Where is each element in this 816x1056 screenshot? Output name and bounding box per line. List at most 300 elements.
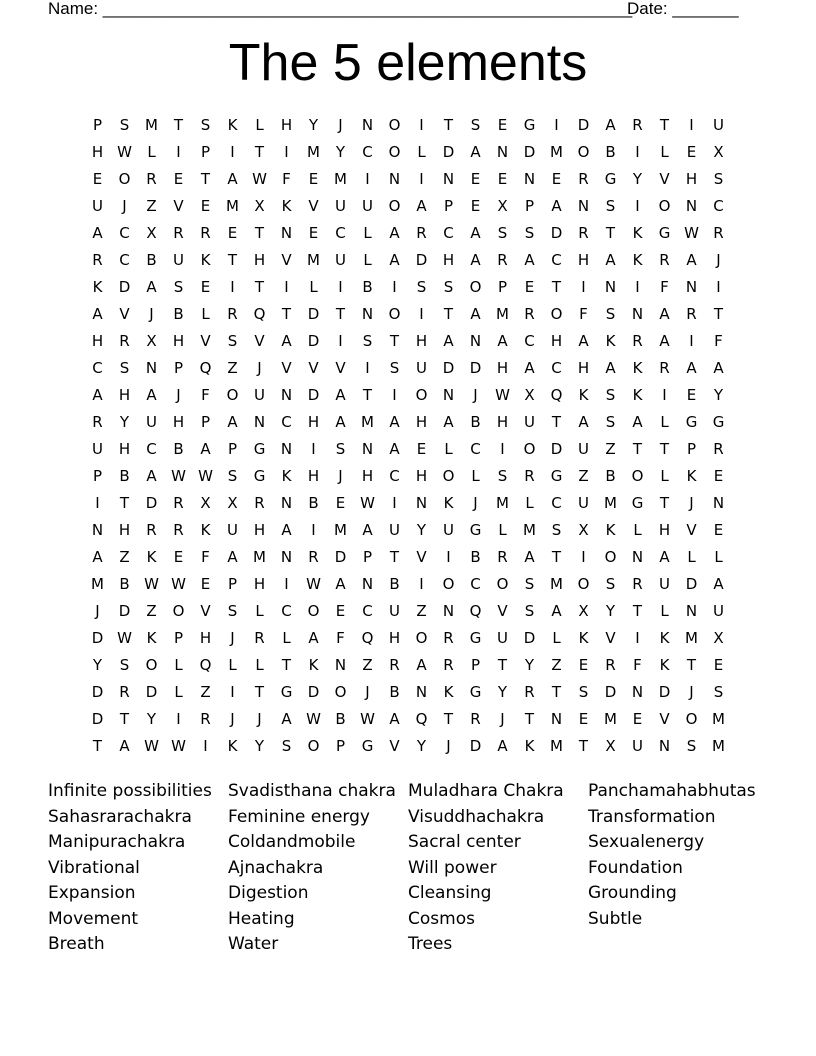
grid-letter[interactable]: Q xyxy=(199,656,212,674)
grid-letter[interactable]: I xyxy=(419,575,424,593)
grid-letter[interactable]: D xyxy=(307,386,320,404)
grid-letter[interactable]: C xyxy=(119,224,130,242)
grid-letter[interactable]: Q xyxy=(550,386,563,404)
grid-letter[interactable]: N xyxy=(280,224,293,242)
grid-letter[interactable]: J xyxy=(257,359,262,377)
grid-letter[interactable]: E xyxy=(308,170,319,188)
grid-letter[interactable]: E xyxy=(200,197,211,215)
grid-letter[interactable]: V xyxy=(281,359,292,377)
grid-letter[interactable]: W xyxy=(171,575,186,593)
grid-letter[interactable]: U xyxy=(92,197,103,215)
grid-letter[interactable]: U xyxy=(92,440,103,458)
grid-letter[interactable]: A xyxy=(146,467,157,485)
grid-letter[interactable]: D xyxy=(307,332,320,350)
grid-letter[interactable]: L xyxy=(660,143,669,161)
grid-letter[interactable]: F xyxy=(282,170,291,188)
grid-letter[interactable]: O xyxy=(388,197,401,215)
grid-letter[interactable]: A xyxy=(92,548,103,566)
grid-letter[interactable]: F xyxy=(714,332,723,350)
grid-letter[interactable]: R xyxy=(146,521,157,539)
grid-letter[interactable]: V xyxy=(335,359,346,377)
grid-letter[interactable]: J xyxy=(716,251,721,269)
grid-letter[interactable]: K xyxy=(92,278,103,296)
grid-letter[interactable]: T xyxy=(173,116,184,134)
grid-letter[interactable]: W xyxy=(198,467,213,485)
grid-letter[interactable]: J xyxy=(257,710,262,728)
grid-letter[interactable]: P xyxy=(227,575,238,593)
grid-letter[interactable]: M xyxy=(604,494,617,512)
grid-letter[interactable]: A xyxy=(659,332,670,350)
grid-letter[interactable]: N xyxy=(631,683,644,701)
grid-letter[interactable]: B xyxy=(146,251,157,269)
grid-letter[interactable]: R xyxy=(146,170,157,188)
grid-letter[interactable]: A xyxy=(686,359,697,377)
grid-letter[interactable]: T xyxy=(92,737,103,755)
grid-letter[interactable]: E xyxy=(470,197,481,215)
grid-letter[interactable]: D xyxy=(145,683,158,701)
grid-letter[interactable]: A xyxy=(524,251,535,269)
grid-letter[interactable]: M xyxy=(91,575,104,593)
grid-letter[interactable]: C xyxy=(146,440,157,458)
grid-letter[interactable]: H xyxy=(496,359,509,377)
grid-letter[interactable]: Y xyxy=(335,143,346,161)
grid-letter[interactable]: I xyxy=(338,278,343,296)
grid-letter[interactable]: N xyxy=(685,278,698,296)
grid-letter[interactable]: K xyxy=(632,386,643,404)
grid-letter[interactable]: L xyxy=(660,467,669,485)
grid-letter[interactable]: C xyxy=(551,251,562,269)
grid-letter[interactable]: S xyxy=(713,170,724,188)
grid-letter[interactable]: I xyxy=(419,170,424,188)
grid-letter[interactable]: S xyxy=(200,116,211,134)
grid-letter[interactable]: W xyxy=(144,575,159,593)
grid-letter[interactable]: H xyxy=(658,521,671,539)
grid-letter[interactable]: G xyxy=(658,224,671,242)
grid-letter[interactable]: T xyxy=(551,683,562,701)
grid-letter[interactable]: H xyxy=(577,359,590,377)
grid-letter[interactable]: Y xyxy=(416,521,427,539)
grid-letter[interactable]: K xyxy=(308,656,319,674)
grid-letter[interactable]: T xyxy=(389,332,400,350)
grid-letter[interactable]: L xyxy=(471,467,480,485)
grid-letter[interactable]: B xyxy=(119,575,130,593)
grid-letter[interactable]: K xyxy=(227,737,238,755)
grid-letter[interactable]: H xyxy=(685,170,698,188)
grid-letter[interactable]: J xyxy=(500,710,505,728)
grid-letter[interactable]: G xyxy=(361,737,374,755)
grid-letter[interactable]: M xyxy=(334,170,347,188)
grid-letter[interactable]: R xyxy=(416,224,427,242)
grid-letter[interactable]: Y xyxy=(605,602,616,620)
grid-letter[interactable]: A xyxy=(497,737,508,755)
grid-letter[interactable]: O xyxy=(550,305,563,323)
grid-letter[interactable]: B xyxy=(470,413,481,431)
grid-letter[interactable]: N xyxy=(334,656,347,674)
grid-letter[interactable]: S xyxy=(227,602,238,620)
grid-letter[interactable]: A xyxy=(92,305,103,323)
grid-letter[interactable]: I xyxy=(635,629,640,647)
grid-letter[interactable]: V xyxy=(200,602,211,620)
grid-letter[interactable]: G xyxy=(631,494,644,512)
grid-letter[interactable]: O xyxy=(442,575,455,593)
grid-letter[interactable]: O xyxy=(226,386,239,404)
grid-letter[interactable]: I xyxy=(230,278,235,296)
grid-letter[interactable]: C xyxy=(713,197,724,215)
grid-letter[interactable]: T xyxy=(443,116,454,134)
grid-letter[interactable]: Q xyxy=(361,629,374,647)
grid-letter[interactable]: N xyxy=(145,359,158,377)
grid-letter[interactable]: T xyxy=(497,656,508,674)
grid-letter[interactable]: O xyxy=(388,143,401,161)
grid-letter[interactable]: T xyxy=(551,413,562,431)
grid-letter[interactable]: N xyxy=(280,548,293,566)
grid-letter[interactable]: N xyxy=(442,170,455,188)
grid-letter[interactable]: F xyxy=(660,278,669,296)
grid-letter[interactable]: D xyxy=(442,359,455,377)
grid-letter[interactable]: A xyxy=(551,197,562,215)
grid-letter[interactable]: N xyxy=(253,413,266,431)
grid-letter[interactable]: R xyxy=(173,494,184,512)
grid-letter[interactable]: R xyxy=(659,251,670,269)
grid-letter[interactable]: U xyxy=(389,602,400,620)
grid-letter[interactable]: P xyxy=(173,629,184,647)
grid-letter[interactable]: A xyxy=(713,359,724,377)
grid-letter[interactable]: C xyxy=(524,332,535,350)
grid-letter[interactable]: U xyxy=(524,413,535,431)
grid-letter[interactable]: W xyxy=(360,494,375,512)
grid-letter[interactable]: I xyxy=(338,332,343,350)
grid-letter[interactable]: N xyxy=(658,737,671,755)
grid-letter[interactable]: J xyxy=(473,494,478,512)
grid-letter[interactable]: T xyxy=(254,683,265,701)
grid-letter[interactable]: I xyxy=(500,440,505,458)
grid-letter[interactable]: N xyxy=(361,305,374,323)
grid-letter[interactable]: H xyxy=(253,251,266,269)
grid-letter[interactable]: M xyxy=(712,737,725,755)
grid-letter[interactable]: D xyxy=(685,575,698,593)
grid-letter[interactable]: R xyxy=(443,629,454,647)
grid-letter[interactable]: Y xyxy=(308,116,319,134)
grid-letter[interactable]: H xyxy=(172,413,185,431)
grid-letter[interactable]: I xyxy=(203,737,208,755)
grid-letter[interactable]: N xyxy=(280,440,293,458)
grid-letter[interactable]: G xyxy=(685,413,698,431)
grid-letter[interactable]: R xyxy=(632,332,643,350)
grid-letter[interactable]: T xyxy=(524,710,535,728)
grid-letter[interactable]: I xyxy=(284,575,289,593)
grid-letter[interactable]: L xyxy=(633,521,642,539)
grid-letter[interactable]: W xyxy=(117,629,132,647)
grid-letter[interactable]: T xyxy=(443,305,454,323)
grid-letter[interactable]: L xyxy=(309,278,318,296)
grid-letter[interactable]: F xyxy=(579,305,588,323)
grid-letter[interactable]: V xyxy=(686,521,697,539)
grid-letter[interactable]: R xyxy=(200,224,211,242)
grid-letter[interactable]: A xyxy=(281,521,292,539)
grid-letter[interactable]: A xyxy=(416,197,427,215)
grid-letter[interactable]: L xyxy=(174,683,183,701)
grid-letter[interactable]: E xyxy=(416,440,427,458)
grid-letter[interactable]: S xyxy=(362,332,373,350)
grid-letter[interactable]: K xyxy=(227,116,238,134)
grid-letter[interactable]: T xyxy=(389,548,400,566)
grid-letter[interactable]: H xyxy=(118,521,131,539)
grid-letter[interactable]: N xyxy=(361,116,374,134)
grid-letter[interactable]: R xyxy=(524,683,535,701)
grid-letter[interactable]: L xyxy=(201,305,210,323)
grid-letter[interactable]: Z xyxy=(416,602,427,620)
grid-letter[interactable]: A xyxy=(713,575,724,593)
grid-letter[interactable]: I xyxy=(365,359,370,377)
grid-letter[interactable]: K xyxy=(200,521,211,539)
grid-letter[interactable]: U xyxy=(146,413,157,431)
grid-letter[interactable]: S xyxy=(227,467,238,485)
grid-letter[interactable]: I xyxy=(554,116,559,134)
grid-letter[interactable]: S xyxy=(686,737,697,755)
grid-letter[interactable]: U xyxy=(362,197,373,215)
grid-letter[interactable]: A xyxy=(389,251,400,269)
grid-letter[interactable]: L xyxy=(660,602,669,620)
grid-letter[interactable]: A xyxy=(686,251,697,269)
grid-letter[interactable]: I xyxy=(419,116,424,134)
grid-letter[interactable]: P xyxy=(497,278,508,296)
grid-letter[interactable]: T xyxy=(362,386,373,404)
grid-letter[interactable]: K xyxy=(146,629,157,647)
grid-letter[interactable]: D xyxy=(91,683,104,701)
grid-letter[interactable]: H xyxy=(550,332,563,350)
grid-letter[interactable]: R xyxy=(578,170,589,188)
grid-letter[interactable]: H xyxy=(91,143,104,161)
grid-letter[interactable]: E xyxy=(92,170,103,188)
grid-letter[interactable]: E xyxy=(308,224,319,242)
grid-letter[interactable]: R xyxy=(173,521,184,539)
grid-letter[interactable]: O xyxy=(118,170,131,188)
grid-letter[interactable]: A xyxy=(605,251,616,269)
grid-letter[interactable]: F xyxy=(201,386,210,404)
grid-letter[interactable]: E xyxy=(632,710,643,728)
grid-letter[interactable]: M xyxy=(685,629,698,647)
grid-letter[interactable]: D xyxy=(118,602,131,620)
grid-letter[interactable]: D xyxy=(469,737,482,755)
grid-letter[interactable]: V xyxy=(416,548,427,566)
grid-letter[interactable]: A xyxy=(524,548,535,566)
grid-letter[interactable]: A xyxy=(605,359,616,377)
grid-letter[interactable]: H xyxy=(91,332,104,350)
grid-letter[interactable]: H xyxy=(253,575,266,593)
grid-letter[interactable]: A xyxy=(632,413,643,431)
grid-letter[interactable]: A xyxy=(281,332,292,350)
grid-letter[interactable]: Y xyxy=(119,413,130,431)
grid-letter[interactable]: T xyxy=(578,737,589,755)
grid-letter[interactable]: K xyxy=(659,629,670,647)
name-field[interactable]: Name: ________________________________________________________ xyxy=(48,0,633,18)
grid-letter[interactable]: C xyxy=(362,602,373,620)
grid-letter[interactable]: K xyxy=(578,629,589,647)
grid-letter[interactable]: R xyxy=(497,251,508,269)
grid-letter[interactable]: J xyxy=(338,467,343,485)
grid-letter[interactable]: H xyxy=(388,629,401,647)
grid-letter[interactable]: A xyxy=(416,656,427,674)
grid-letter[interactable]: O xyxy=(685,710,698,728)
grid-letter[interactable]: A xyxy=(146,278,157,296)
grid-letter[interactable]: P xyxy=(173,359,184,377)
grid-letter[interactable]: R xyxy=(524,305,535,323)
grid-letter[interactable]: G xyxy=(523,116,536,134)
grid-letter[interactable]: M xyxy=(604,710,617,728)
grid-letter[interactable]: P xyxy=(686,440,697,458)
grid-letter[interactable]: V xyxy=(605,629,616,647)
grid-letter[interactable]: W xyxy=(306,710,321,728)
grid-letter[interactable]: K xyxy=(578,386,589,404)
grid-letter[interactable]: A xyxy=(119,737,130,755)
grid-letter[interactable]: F xyxy=(633,656,642,674)
grid-letter[interactable]: N xyxy=(361,440,374,458)
grid-letter[interactable]: R xyxy=(227,305,238,323)
grid-letter[interactable]: T xyxy=(335,305,346,323)
grid-letter[interactable]: W xyxy=(171,467,186,485)
grid-letter[interactable]: Q xyxy=(199,359,212,377)
grid-letter[interactable]: K xyxy=(632,251,643,269)
grid-letter[interactable]: O xyxy=(523,440,536,458)
grid-letter[interactable]: N xyxy=(469,332,482,350)
grid-letter[interactable]: I xyxy=(392,494,397,512)
grid-letter[interactable]: I xyxy=(176,710,181,728)
grid-letter[interactable]: M xyxy=(226,197,239,215)
grid-letter[interactable]: A xyxy=(389,224,400,242)
grid-letter[interactable]: K xyxy=(146,548,157,566)
grid-letter[interactable]: D xyxy=(523,143,536,161)
grid-letter[interactable]: D xyxy=(415,251,428,269)
grid-letter[interactable]: R xyxy=(470,710,481,728)
grid-letter[interactable]: A xyxy=(551,602,562,620)
grid-letter[interactable]: N xyxy=(280,386,293,404)
grid-letter[interactable]: U xyxy=(173,251,184,269)
grid-letter[interactable]: H xyxy=(253,521,266,539)
grid-letter[interactable]: L xyxy=(282,629,291,647)
grid-letter[interactable]: F xyxy=(201,548,210,566)
grid-letter[interactable]: V xyxy=(254,332,265,350)
grid-letter[interactable]: K xyxy=(281,197,292,215)
grid-letter[interactable]: A xyxy=(659,305,670,323)
grid-letter[interactable]: D xyxy=(307,305,320,323)
grid-letter[interactable]: R xyxy=(524,467,535,485)
grid-letter[interactable]: U xyxy=(227,521,238,539)
grid-letter[interactable]: X xyxy=(254,197,265,215)
grid-letter[interactable]: L xyxy=(255,656,264,674)
grid-letter[interactable]: L xyxy=(147,143,156,161)
grid-letter[interactable]: H xyxy=(307,413,320,431)
grid-letter[interactable]: B xyxy=(470,548,481,566)
grid-letter[interactable]: S xyxy=(227,332,238,350)
grid-letter[interactable]: U xyxy=(389,521,400,539)
grid-letter[interactable]: I xyxy=(581,548,586,566)
grid-letter[interactable]: J xyxy=(176,386,181,404)
grid-letter[interactable]: V xyxy=(119,305,130,323)
grid-letter[interactable]: L xyxy=(498,521,507,539)
grid-letter[interactable]: A xyxy=(362,521,373,539)
grid-letter[interactable]: Y xyxy=(416,737,427,755)
grid-letter[interactable]: W xyxy=(684,224,699,242)
grid-letter[interactable]: J xyxy=(230,629,235,647)
grid-letter[interactable]: E xyxy=(578,710,589,728)
grid-letter[interactable]: N xyxy=(280,494,293,512)
grid-letter[interactable]: A xyxy=(470,305,481,323)
grid-letter[interactable]: L xyxy=(444,440,453,458)
grid-letter[interactable]: L xyxy=(687,548,696,566)
grid-letter[interactable]: U xyxy=(713,602,724,620)
grid-letter[interactable]: C xyxy=(551,359,562,377)
date-field[interactable]: Date: _______ xyxy=(627,0,739,18)
grid-letter[interactable]: Z xyxy=(227,359,238,377)
grid-letter[interactable]: P xyxy=(524,197,535,215)
grid-letter[interactable]: E xyxy=(551,170,562,188)
grid-letter[interactable]: J xyxy=(689,494,694,512)
grid-letter[interactable]: Q xyxy=(415,710,428,728)
grid-letter[interactable]: L xyxy=(660,413,669,431)
grid-letter[interactable]: T xyxy=(200,170,211,188)
grid-letter[interactable]: L xyxy=(174,656,183,674)
grid-letter[interactable]: S xyxy=(497,467,508,485)
grid-letter[interactable]: Z xyxy=(146,197,157,215)
grid-letter[interactable]: E xyxy=(524,278,535,296)
grid-letter[interactable]: S xyxy=(416,278,427,296)
grid-letter[interactable]: P xyxy=(443,197,454,215)
grid-letter[interactable]: N xyxy=(91,521,104,539)
grid-letter[interactable]: I xyxy=(365,170,370,188)
grid-letter[interactable]: R xyxy=(389,656,400,674)
grid-letter[interactable]: H xyxy=(415,332,428,350)
grid-letter[interactable]: A xyxy=(578,332,589,350)
grid-letter[interactable]: I xyxy=(284,278,289,296)
grid-letter[interactable]: H xyxy=(415,467,428,485)
grid-letter[interactable]: I xyxy=(446,548,451,566)
grid-letter[interactable]: G xyxy=(253,467,266,485)
grid-letter[interactable]: C xyxy=(335,224,346,242)
grid-letter[interactable]: E xyxy=(200,278,211,296)
grid-letter[interactable]: I xyxy=(311,521,316,539)
grid-letter[interactable]: K xyxy=(632,224,643,242)
grid-letter[interactable]: I xyxy=(635,143,640,161)
grid-letter[interactable]: E xyxy=(686,143,697,161)
grid-letter[interactable]: T xyxy=(443,710,454,728)
grid-letter[interactable]: S xyxy=(497,224,508,242)
grid-letter[interactable]: I xyxy=(95,494,100,512)
grid-letter[interactable]: B xyxy=(605,467,616,485)
grid-letter[interactable]: O xyxy=(577,575,590,593)
grid-letter[interactable]: U xyxy=(632,737,643,755)
grid-letter[interactable]: A xyxy=(92,386,103,404)
grid-letter[interactable]: W xyxy=(252,170,267,188)
grid-letter[interactable]: H xyxy=(172,332,185,350)
grid-letter[interactable]: A xyxy=(389,440,400,458)
grid-letter[interactable]: O xyxy=(145,656,158,674)
grid-letter[interactable]: A xyxy=(389,710,400,728)
grid-letter[interactable]: Y xyxy=(524,656,535,674)
grid-letter[interactable]: L xyxy=(228,656,237,674)
grid-letter[interactable]: K xyxy=(605,332,616,350)
grid-letter[interactable]: T xyxy=(254,278,265,296)
grid-letter[interactable]: H xyxy=(280,116,293,134)
grid-letter[interactable]: R xyxy=(659,359,670,377)
grid-letter[interactable]: D xyxy=(145,494,158,512)
grid-letter[interactable]: H xyxy=(118,440,131,458)
grid-letter[interactable]: K xyxy=(281,467,292,485)
grid-letter[interactable]: C xyxy=(281,413,292,431)
grid-letter[interactable]: T xyxy=(119,494,130,512)
grid-letter[interactable]: M xyxy=(145,116,158,134)
grid-letter[interactable]: U xyxy=(659,575,670,593)
grid-letter[interactable]: P xyxy=(92,116,103,134)
